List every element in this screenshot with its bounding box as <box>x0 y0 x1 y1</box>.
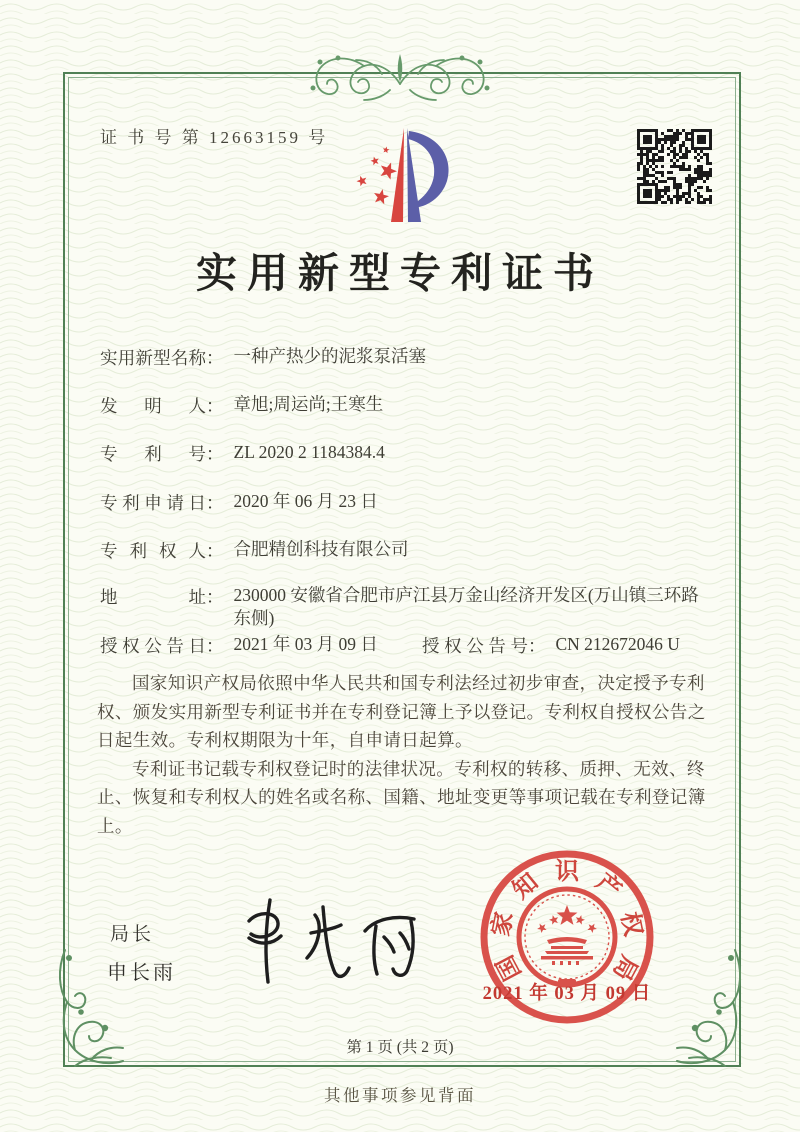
field-row-name <box>100 345 714 370</box>
colon: ： <box>206 444 224 464</box>
svg-text:产: 产 <box>590 869 626 905</box>
qr-code-icon <box>637 129 712 204</box>
director-name: 申长雨 <box>107 962 176 984</box>
field-label: 地址 <box>100 587 206 607</box>
field-label: 授权公告日 <box>100 636 206 656</box>
colon: ： <box>206 541 224 561</box>
svg-text:局: 局 <box>607 950 642 985</box>
legal-paragraph-1: 国家知识产权局依照中华人民共和国专利法经过初步审查，决定授予专利权、颁发实用新型专利证书并在专利登记簿上予以登记。专利权自授权公告之日起生效。专利权期限为十年，自申请日起算。 <box>97 673 706 750</box>
colon: ： <box>206 587 224 607</box>
colon: ： <box>206 636 224 656</box>
back-side-note: 其他事项参见背面 <box>324 1086 476 1105</box>
field-value: 合肥精创科技有限公司 <box>233 539 409 559</box>
legal-paragraph-2: 专利证书记载专利权登记时的法律状况。专利权的转移、质押、无效、终止、恢复和专利权人的姓名或名称、国籍、地址变更等事项记载在专利登记簿上。 <box>97 758 706 836</box>
svg-text:家: 家 <box>488 909 519 939</box>
top-scroll-ornament-icon <box>280 48 520 104</box>
svg-text:国: 国 <box>492 950 527 985</box>
page-number: 第 1 页 (共 2 页) <box>346 1039 454 1056</box>
colon: ： <box>206 396 224 416</box>
field-row-patent-no <box>100 441 714 466</box>
colon: ： <box>528 636 546 656</box>
field-row-grant <box>100 633 714 658</box>
field-label: 专利号 <box>100 444 206 464</box>
field-value: 2020 年 06 月 23 日 <box>233 491 378 511</box>
seal-date: 2021 年 03 月 09 日 <box>482 984 652 1004</box>
field-value: 章旭;周运尚;王寒生 <box>233 394 384 414</box>
field-label: 专利申请日 <box>100 493 206 513</box>
field-value: 一种产热少的泥浆泵活塞 <box>233 346 426 366</box>
field-label: 授权公告号 <box>422 636 528 656</box>
director-title: 局长 <box>110 924 155 945</box>
certificate-number: 证 书 号 第 12663159 号 <box>100 128 329 147</box>
svg-text:识: 识 <box>555 859 579 885</box>
cnipa-logo-icon <box>348 118 464 232</box>
director-signature-icon <box>215 885 435 1003</box>
colon: ： <box>206 348 224 368</box>
field-label: 发明人 <box>100 396 206 416</box>
legal-text-block <box>97 669 715 840</box>
field-row-patentee <box>100 538 714 563</box>
field-value: ZL 2020 2 1184384.4 <box>233 442 385 462</box>
certificate-title: 实用新型专利证书 <box>196 250 604 296</box>
field-value: CN 212672046 U <box>555 634 680 654</box>
field-row-inventors <box>100 393 714 418</box>
field-row-filing-date <box>100 490 714 515</box>
field-value: 230000 安徽省合肥市庐江县万金山经济开发区(万山镇三环路东侧) <box>233 585 699 628</box>
svg-text:权: 权 <box>615 909 646 939</box>
field-value: 2021 年 03 月 09 日 <box>233 634 378 654</box>
field-pair-grant-no <box>422 633 680 658</box>
field-label: 专利权人 <box>100 541 206 561</box>
colon: ： <box>206 493 224 513</box>
svg-text:知: 知 <box>508 869 544 905</box>
field-row-address <box>100 584 714 630</box>
field-label: 实用新型名称 <box>100 348 206 368</box>
